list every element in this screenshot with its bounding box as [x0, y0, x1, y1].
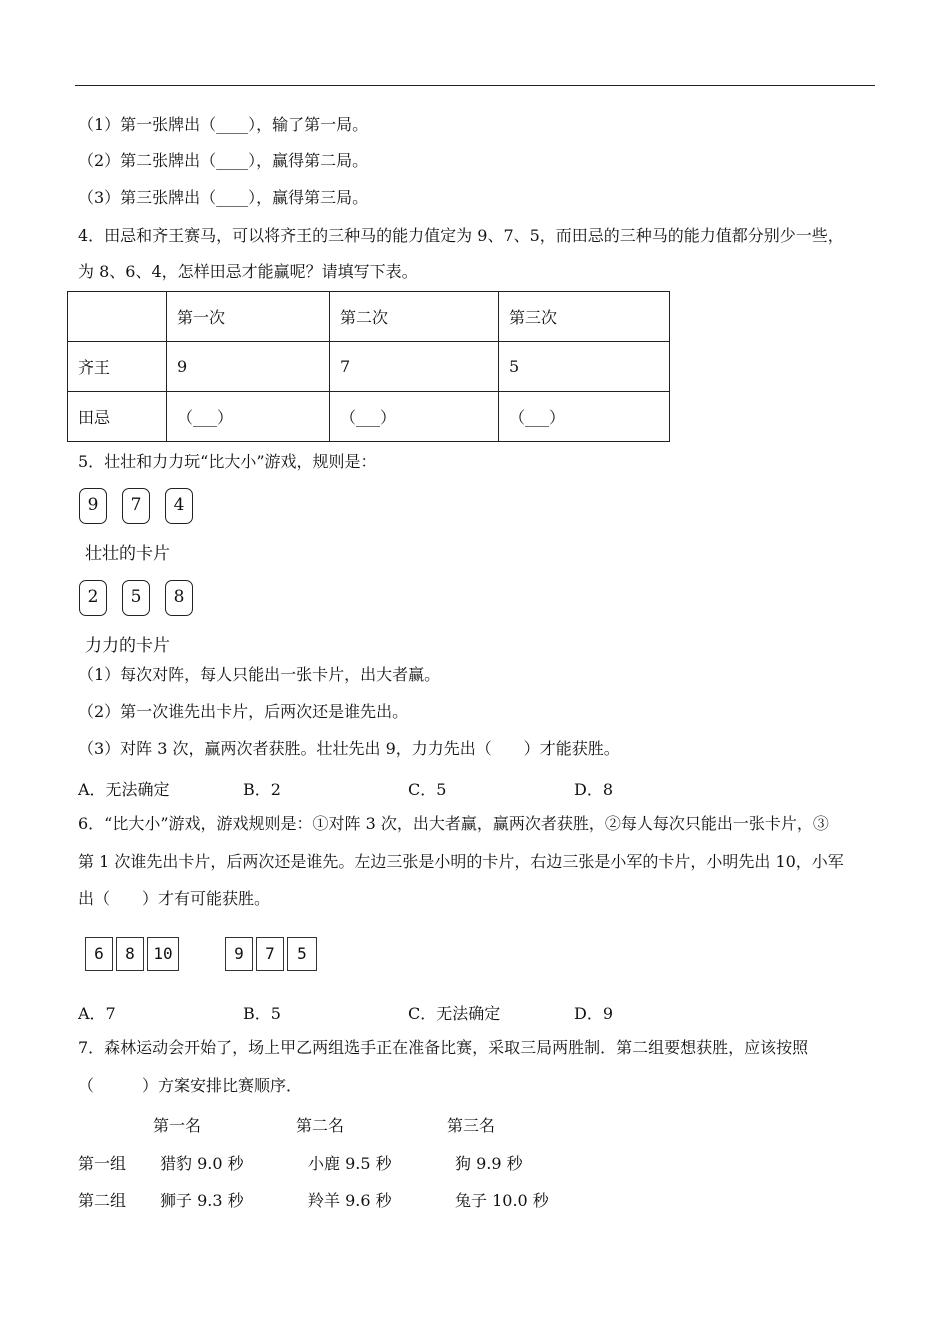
q6-option-a[interactable]: A．7	[78, 1004, 116, 1023]
q7-cell: 狮子 9.3 秒	[160, 1191, 244, 1210]
q7-cell: 小鹿 9.5 秒	[308, 1154, 392, 1173]
q7-header: 第三名	[447, 1116, 496, 1135]
q6-line-3: 出（ ）才有可能获胜。	[78, 889, 271, 908]
q5-option-a[interactable]: A．无法确定	[78, 780, 170, 799]
q7-cell: 羚羊 9.6 秒	[308, 1191, 392, 1210]
zhuang-caption: 壮壮的卡片	[85, 544, 170, 564]
q7-group-label: 第一组	[78, 1154, 127, 1173]
q4-table-header-row	[68, 292, 670, 342]
q5-option-c[interactable]: C．5	[408, 780, 447, 799]
q5-option-d[interactable]: D．8	[574, 780, 614, 799]
q6-option-b[interactable]: B．5	[243, 1004, 281, 1023]
q5-rule-3: （3）对阵 3 次，赢两次者获胜。壮壮先出 9，力力先出（ ）才能获胜。	[78, 739, 620, 758]
q7-cell: 兔子 10.0 秒	[455, 1191, 549, 1210]
q3-line-2: （2）第二张牌出（____），赢得第二局。	[78, 151, 369, 170]
q4-cell: 7	[330, 342, 499, 392]
q7-header: 第一名	[153, 1116, 202, 1135]
zhuang-card: 4	[165, 488, 193, 524]
q4-cell: 9	[167, 342, 330, 392]
q6-option-d[interactable]: D．9	[574, 1004, 614, 1023]
jun-card: 5	[287, 937, 317, 971]
q3-line-1: （1）第一张牌出（____），输了第一局。	[78, 115, 369, 134]
q5-title: 5．壮壮和力力玩“比大小”游戏，规则是：	[78, 452, 377, 471]
ming-card: 8	[116, 937, 144, 971]
q7-cell: 猎豹 9.0 秒	[160, 1154, 244, 1173]
q4-header-cell: 第二次	[330, 292, 499, 342]
q6-option-c[interactable]: C．无法确定	[408, 1004, 501, 1023]
li-card: 8	[165, 580, 193, 616]
jun-card: 7	[256, 937, 284, 971]
q4-table-row	[68, 392, 670, 442]
q4-header-cell: 第三次	[499, 292, 670, 342]
zhuang-card: 9	[79, 488, 107, 524]
q7-cell: 狗 9.9 秒	[455, 1154, 523, 1173]
q4-line-2: 为 8、6、4，怎样田忌才能赢呢？请填写下表。	[78, 262, 418, 281]
q4-cell: 5	[499, 342, 670, 392]
q7-line-1: 7．森林运动会开始了，场上甲乙两组选手正在准备比赛，采取三局两胜制．第二组要想获胜，应该按照	[78, 1038, 809, 1057]
q7-line-2: （ ）方案安排比赛顺序．	[78, 1076, 303, 1095]
q4-answer-blank[interactable]: （___）	[330, 392, 499, 442]
ming-card: 6	[85, 937, 113, 971]
q4-header-cell	[68, 292, 167, 342]
q4-table	[67, 291, 670, 442]
li-caption: 力力的卡片	[85, 636, 170, 656]
q4-header-cell: 第一次	[167, 292, 330, 342]
q4-line-1: 4．田忌和齐王赛马，可以将齐王的三种马的能力值定为 9、7、5，而田忌的三种马的能力值都分别少一些，	[78, 226, 844, 245]
q7-header: 第二名	[296, 1116, 345, 1135]
li-card: 5	[122, 580, 150, 616]
q4-answer-blank[interactable]: （___）	[167, 392, 330, 442]
q3-line-3: （3）第三张牌出（____），赢得第三局。	[78, 188, 369, 207]
jun-card: 9	[225, 937, 253, 971]
ming-card: 10	[147, 937, 179, 971]
li-card: 2	[79, 580, 107, 616]
q4-row-label: 田忌	[68, 392, 167, 442]
q5-rule-2: （2）第一次谁先出卡片，后两次还是谁先出。	[78, 702, 409, 721]
q5-rule-1: （1）每次对阵，每人只能出一张卡片，出大者赢。	[78, 665, 441, 684]
q5-option-b[interactable]: B．2	[243, 780, 281, 799]
header-rule	[75, 85, 875, 86]
q6-line-1: 6．“比大小”游戏，游戏规则是：①对阵 3 次，出大者赢，赢两次者获胜，②每人每次只能出一张卡片，③	[78, 814, 829, 833]
q4-row-label: 齐王	[68, 342, 167, 392]
q6-line-2: 第 1 次谁先出卡片，后两次还是谁先。左边三张是小明的卡片，右边三张是小军的卡片，小明先出 10，小军	[78, 852, 844, 871]
q7-group-label: 第二组	[78, 1191, 127, 1210]
q4-answer-blank[interactable]: （___）	[499, 392, 670, 442]
zhuang-card: 7	[122, 488, 150, 524]
q4-table-row	[68, 342, 670, 392]
